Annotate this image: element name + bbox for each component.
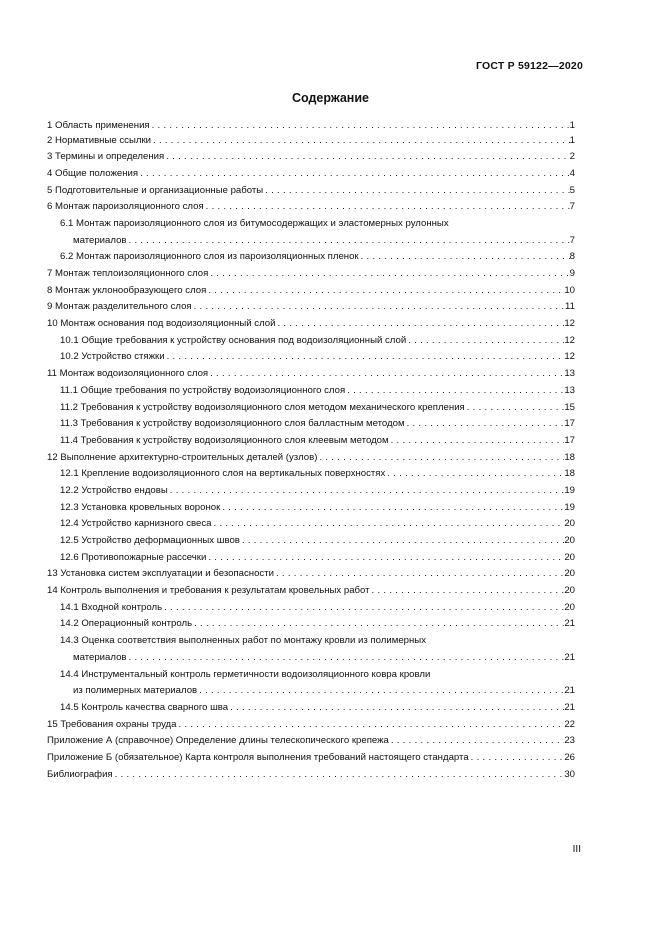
toc-entry[interactable] — [47, 183, 575, 200]
standard-number: ГОСТ Р 59122—2020 — [475, 60, 583, 72]
toc-entry-title: 6.2 Монтаж пароизоляционного слоя из пароизоляционных пленок — [60, 251, 359, 263]
toc-entry-title: 11.2 Требования к устройству водоизоляционного слоя методом механического крепления — [60, 401, 465, 413]
toc-entry-page: 12 — [564, 318, 575, 330]
toc-leader-dots — [405, 416, 565, 433]
toc-entry[interactable] — [47, 667, 575, 684]
toc-leader-dots — [359, 249, 570, 266]
toc-entry[interactable] — [47, 750, 575, 767]
toc-entry[interactable] — [47, 450, 575, 467]
toc-leader-dots — [127, 650, 565, 667]
toc-entry[interactable] — [47, 316, 575, 333]
toc-entry[interactable] — [47, 583, 575, 600]
toc-entry-page: 15 — [564, 401, 575, 413]
toc-entry-title: 6.1 Монтаж пароизоляционного слоя из битумосодержащих и эластомерных рулонных — [60, 217, 449, 229]
table-of-contents — [47, 119, 575, 783]
toc-leader-dots — [165, 349, 565, 366]
toc-entry-title: 12.6 Противопожарные рассечки — [60, 551, 207, 563]
toc-entry[interactable] — [47, 516, 575, 533]
toc-entry-page: 13 — [564, 368, 575, 380]
toc-entry-page: 5 — [569, 184, 575, 196]
toc-entry-page: 22 — [564, 718, 575, 730]
toc-entry[interactable] — [47, 650, 575, 667]
toc-entry[interactable] — [47, 700, 575, 717]
page-title: Содержание — [291, 91, 369, 105]
toc-entry-title: 14 Контроль выполнения и требования к результатам кровельных работ — [47, 585, 370, 597]
toc-leader-dots — [220, 500, 564, 517]
toc-entry-page: 21 — [564, 701, 575, 713]
toc-entry-title: 10.1 Общие требования к устройству основания под водоизоляционный слой — [60, 334, 407, 346]
toc-entry[interactable] — [47, 550, 575, 567]
toc-leader-dots — [389, 733, 564, 750]
toc-entry-page: 20 — [564, 551, 575, 563]
toc-leader-dots — [197, 683, 564, 700]
toc-leader-dots — [465, 400, 565, 417]
toc-entry[interactable] — [47, 166, 575, 183]
toc-entry-page: 11 — [565, 301, 575, 313]
toc-leader-dots — [212, 516, 565, 533]
toc-entry-title: 13 Установка систем эксплуатации и безопасности — [47, 568, 274, 580]
toc-entry[interactable] — [47, 333, 575, 350]
toc-entry-title: 3 Термины и определения — [47, 151, 165, 163]
toc-leader-dots — [192, 299, 565, 316]
toc-entry[interactable] — [47, 483, 575, 500]
toc-entry-title: материалов — [73, 651, 127, 663]
toc-entry[interactable] — [47, 199, 575, 216]
toc-entry-page: 12 — [564, 351, 575, 363]
toc-leader-dots — [389, 433, 565, 450]
toc-leader-dots — [275, 316, 564, 333]
toc-entry-title: Приложение Б (обязательное) Карта контроля выполнения требований настоящего стандарта — [47, 751, 469, 763]
toc-entry-page: 10 — [564, 284, 575, 296]
toc-entry[interactable] — [47, 233, 575, 250]
toc-leader-dots — [385, 466, 564, 483]
toc-entry[interactable] — [47, 133, 575, 150]
toc-entry-page: 20 — [564, 568, 575, 580]
toc-entry-title: 14.4 Инструментальный контроль герметичности водоизоляционного ковра кровли — [60, 668, 431, 680]
toc-leader-dots — [228, 700, 564, 717]
toc-leader-dots — [206, 283, 564, 300]
toc-leader-dots — [127, 233, 570, 250]
toc-entry[interactable] — [47, 500, 575, 517]
toc-entry[interactable] — [47, 299, 575, 316]
toc-entry[interactable] — [47, 733, 575, 750]
toc-entry-title: 14.5 Контроль качества сварного шва — [60, 701, 229, 713]
toc-entry-page: 12 — [564, 334, 575, 346]
toc-entry[interactable] — [47, 633, 575, 650]
toc-leader-dots — [345, 383, 564, 400]
toc-leader-dots — [176, 717, 564, 734]
page-number: III — [572, 844, 581, 855]
toc-entry[interactable] — [47, 366, 575, 383]
toc-entry-page: 9 — [569, 268, 575, 279]
toc-leader-dots — [406, 333, 564, 350]
toc-leader-dots — [192, 616, 564, 633]
toc-entry[interactable] — [47, 717, 575, 734]
toc-entry-title: 11 Монтаж водоизоляционного слоя — [47, 368, 209, 380]
toc-entry[interactable] — [47, 433, 575, 450]
toc-entry-title: 2 Нормативные ссылки — [47, 134, 152, 146]
toc-leader-dots — [168, 483, 565, 500]
toc-leader-dots — [113, 767, 565, 784]
toc-entry-page: 7 — [569, 234, 575, 246]
toc-entry-title: 1 Область применения — [47, 120, 150, 131]
toc-entry-title: 4 Общие положения — [47, 167, 139, 179]
toc-entry-page: 7 — [569, 201, 575, 213]
toc-leader-dots — [151, 133, 570, 150]
toc-entry-page: 20 — [564, 601, 575, 613]
toc-entry-page: 1 — [569, 134, 575, 146]
toc-entry-title: материалов — [73, 234, 127, 246]
toc-entry[interactable] — [47, 249, 575, 266]
toc-entry[interactable] — [47, 616, 575, 633]
toc-entry[interactable] — [47, 533, 575, 550]
toc-entry-page: 19 — [564, 501, 575, 513]
toc-entry[interactable] — [47, 216, 575, 233]
toc-entry[interactable] — [47, 283, 575, 300]
toc-entry[interactable] — [47, 683, 575, 700]
toc-entry-title: 12 Выполнение архитектурно-строительных деталей (узлов) — [47, 451, 318, 463]
toc-entry-page: 20 — [564, 585, 575, 597]
toc-leader-dots — [370, 583, 565, 600]
toc-entry-page: 21 — [564, 618, 575, 630]
toc-entry[interactable] — [47, 767, 575, 784]
toc-entry-page: 23 — [564, 735, 575, 747]
toc-leader-dots — [208, 266, 569, 283]
toc-entry[interactable] — [47, 119, 575, 133]
toc-entry[interactable] — [47, 600, 575, 617]
toc-leader-dots — [206, 550, 564, 567]
toc-entry-title: 7 Монтаж теплоизоляционного слоя — [47, 268, 209, 279]
toc-entry-page: 19 — [564, 484, 575, 496]
toc-leader-dots — [274, 566, 564, 583]
toc-entry[interactable] — [47, 566, 575, 583]
toc-entry-title: 12.3 Установка кровельных воронок — [60, 501, 221, 513]
toc-entry-title: 8 Монтаж уклонообразующего слоя — [47, 284, 207, 296]
toc-entry-title: из полимерных материалов — [73, 685, 198, 697]
toc-entry[interactable] — [47, 266, 575, 283]
toc-entry-title: 14.2 Операционный контроль — [60, 618, 193, 630]
toc-leader-dots — [263, 183, 569, 200]
toc-entry-page: 13 — [564, 384, 575, 396]
toc-entry-page: 1 — [569, 120, 575, 131]
toc-leader-dots — [317, 450, 564, 467]
toc-entry-page: 18 — [564, 468, 575, 480]
toc-entry-page: 21 — [564, 685, 575, 697]
toc-leader-dots — [240, 533, 564, 550]
toc-entry-page: 20 — [564, 518, 575, 530]
toc-entry-title: 12.1 Крепление водоизоляционного слоя на вертикальных поверхностях — [60, 468, 386, 480]
toc-entry[interactable] — [47, 383, 575, 400]
toc-leader-dots — [164, 149, 569, 166]
toc-leader-dots — [162, 600, 564, 617]
toc-entry-page: 20 — [564, 535, 575, 546]
toc-entry-title: 11.4 Требования к устройству водоизоляционного слоя клеевым методом — [60, 434, 389, 446]
toc-entry-title: 14.1 Входной контроль — [60, 601, 163, 613]
toc-entry[interactable] — [47, 466, 575, 483]
toc-leader-dots — [208, 366, 564, 383]
toc-entry-title: 6 Монтаж пароизоляционного слоя — [47, 201, 204, 213]
toc-entry-title: Библиография — [47, 768, 113, 780]
toc-entry-title: 12.5 Устройство деформационных швов — [60, 535, 240, 546]
toc-entry-title: 12.2 Устройство ендовы — [60, 484, 168, 496]
toc-entry-page: 26 — [564, 751, 575, 763]
toc-entry-page: 18 — [564, 451, 575, 463]
toc-entry-title: 12.4 Устройство карнизного свеса — [60, 518, 212, 530]
toc-entry-title: 9 Монтаж разделительного слоя — [47, 301, 192, 313]
toc-entry-page: 8 — [569, 251, 575, 263]
toc-leader-dots — [204, 199, 570, 216]
toc-entry-title: 10.2 Устройство стяжки — [60, 351, 165, 363]
toc-entry-title: 15 Требования охраны труда — [47, 718, 177, 730]
toc-entry-title: Приложение А (справочное) Определение длины телескопического крепежа — [47, 735, 389, 747]
toc-leader-dots — [469, 750, 565, 767]
toc-entry-page: 4 — [569, 167, 575, 179]
toc-leader-dots — [138, 166, 570, 183]
toc-entry-title: 11.3 Требования к устройству водоизоляционного слоя балластным методом — [60, 418, 405, 430]
toc-entry-page: 17 — [564, 434, 575, 446]
toc-entry-page: 2 — [569, 151, 575, 163]
toc-entry-title: 10 Монтаж основания под водоизоляционный слой — [47, 318, 276, 330]
toc-entry[interactable] — [47, 349, 575, 366]
toc-leader-dots — [150, 119, 570, 133]
toc-entry-title: 11.1 Общие требования по устройству водоизоляционного слоя — [60, 384, 346, 396]
toc-entry-page: 17 — [564, 418, 575, 430]
toc-entry[interactable] — [47, 149, 575, 166]
toc-entry-page: 30 — [564, 768, 575, 780]
toc-entry[interactable] — [47, 416, 575, 433]
toc-entry-title: 14.3 Оценка соответствия выполненных работ по монтажу кровли из полимерных — [60, 635, 426, 647]
toc-entry[interactable] — [47, 400, 575, 417]
toc-entry-page: 21 — [564, 651, 575, 663]
toc-entry-title: 5 Подготовительные и организационные работы — [47, 184, 264, 196]
